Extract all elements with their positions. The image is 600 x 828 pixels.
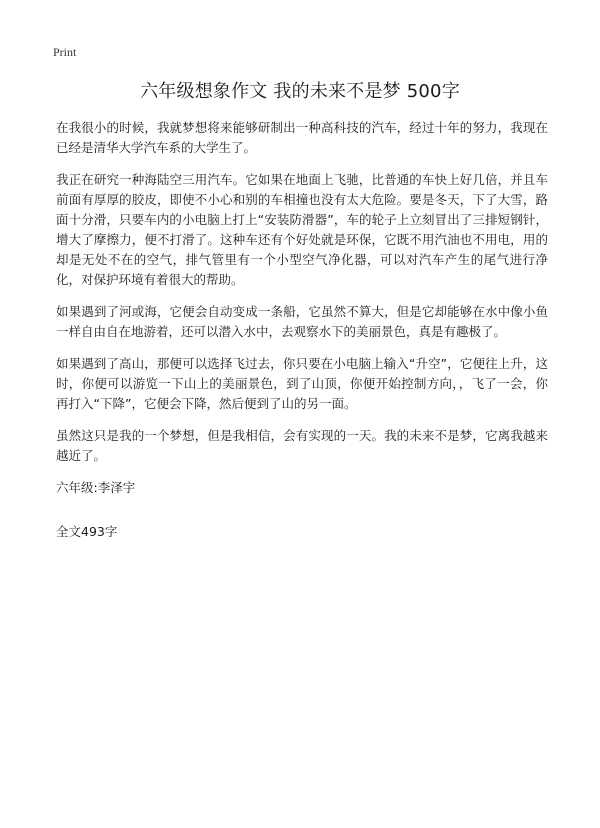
word-count: 全文493字 <box>56 524 118 539</box>
article-title: 六年级想象作文 我的未来不是梦 500字 <box>140 81 460 102</box>
paragraph-1: 在我很小的时候，我就梦想将来能够研制出一种高科技的汽车，经过十年的努力，我现在已经是清华大学汽车系的大学生了。 <box>56 120 548 155</box>
author-line: 六年级:李泽宇 <box>56 480 136 495</box>
paragraph-3: 如果遇到了河或海，它便会自动变成一条船，它虽然不算大，但是它却能够在水中像小鱼一样自由自在地游着，还可以潜入水中，去观察水下的美丽景色，真是有趣极了。 <box>56 304 548 339</box>
print-link[interactable]: Print <box>53 45 77 59</box>
paragraph-2: 我正在研究一种海陆空三用汽车。它如果在地面上飞驰，比普通的车快上好几倍，并且车前面有厚厚的胶皮，即使不小心和别的车相撞也没有太大危险。要是冬天，下了大雪，路面十分滑，只要车内的小电脑上打上“安装防滑器”，车的轮子上立刻冒出了三排短钢针，增大了摩擦力，便不打滑了。这种车还有个好处就是环保，它既不用汽油也不用电，用的却是无处不在的空气，排气管里有一个小型空气净化器，可以对汽车产生的尾气进行净化，对保护环境有着很大的帮助。 <box>56 172 548 287</box>
paragraph-4: 如果遇到了高山，那便可以选择飞过去，你只要在小电脑上输入“升空”，它便往上升，这时，你便可以游览一下山上的美丽景色，到了山顶，你便开始控制方向，，飞了一会，你再打入“下降”，它便会下降，然后便到了山的另一面。 <box>56 356 548 411</box>
paragraph-5: 虽然这只是我的一个梦想，但是我相信，会有实现的一天。我的未来不是梦，它离我越来越近了。 <box>56 428 548 463</box>
article-body <box>56 118 548 566</box>
